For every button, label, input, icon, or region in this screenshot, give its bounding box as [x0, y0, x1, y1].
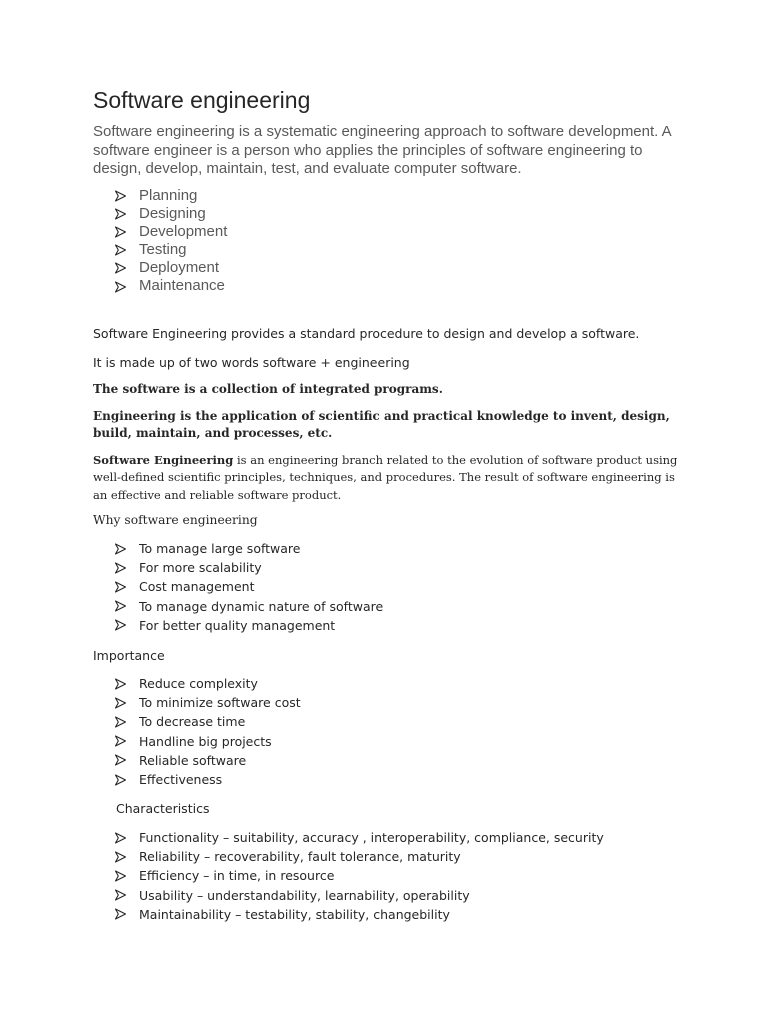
- list-item-text: To manage dynamic nature of software: [139, 598, 384, 614]
- list-item: [115, 205, 227, 223]
- software-engineering-definition-paragraph: [93, 452, 691, 504]
- list-item-text: Handline big projects: [139, 733, 272, 749]
- list-item-text: Usability – understandability, learnability, operability: [139, 887, 470, 903]
- list-item: [115, 223, 227, 241]
- list-item: [115, 277, 227, 295]
- list-item-text: Effectiveness: [139, 772, 223, 788]
- list-item: [115, 241, 227, 259]
- arrowhead-bullet-icon: [115, 582, 126, 593]
- list-item: [115, 539, 383, 558]
- intro-paragraph: Software engineering is a systematic engineering approach to software development. A software engineer is a person who applies the principles of software engineering to design, develop, maintain, test, and evaluate computer software.: [93, 123, 671, 177]
- arrowhead-bullet-icon: [115, 890, 126, 901]
- list-item-text: Cost management: [139, 579, 255, 595]
- arrowhead-bullet-icon: [115, 191, 126, 202]
- list-item-text: Maintainability – testability, stability, changebility: [139, 906, 450, 922]
- list-item-text: To decrease time: [139, 714, 246, 730]
- software-definition-paragraph: The software is a collection of integrated programs.: [93, 382, 443, 396]
- list-item: [115, 616, 383, 635]
- arrowhead-bullet-icon: [115, 736, 126, 747]
- definition-rest: is an engineering branch related to the evolution of software product using well-defined scientific principles, techniques, and procedures. The result of software engineering is an effective and reliable software product.: [93, 453, 678, 502]
- list-item: [115, 558, 383, 577]
- list-item-text: Testing: [139, 241, 187, 259]
- list-item: [115, 847, 604, 866]
- engineering-definition-paragraph: Engineering is the application of scientific and practical knowledge to invent, design, build, maintain, and processes, etc.: [93, 409, 670, 441]
- arrowhead-bullet-icon: [115, 562, 126, 573]
- procedure-paragraph: Software Engineering provides a standard procedure to design and develop a software.: [93, 326, 640, 341]
- importance-list: [115, 674, 301, 789]
- why-heading: Why software engineering: [93, 513, 258, 527]
- list-item-text: For more scalability: [139, 560, 262, 576]
- list-item-text: Development: [139, 223, 228, 241]
- list-item: [115, 259, 227, 277]
- arrowhead-bullet-icon: [115, 227, 126, 238]
- page-title: Software engineering: [93, 87, 311, 113]
- arrowhead-bullet-icon: [115, 851, 126, 862]
- list-item: [115, 732, 301, 751]
- list-item: [115, 674, 301, 693]
- list-item: [115, 712, 301, 731]
- why-list: [115, 539, 383, 635]
- list-item-text: Planning: [139, 187, 198, 204]
- importance-heading: Importance: [93, 648, 165, 663]
- list-item-text: To manage large software: [139, 541, 301, 556]
- arrowhead-bullet-icon: [115, 909, 126, 920]
- arrowhead-bullet-icon: [115, 263, 126, 274]
- list-item-text: Efficiency – in time, in resource: [139, 868, 335, 884]
- list-item: [115, 770, 301, 789]
- definition-lead: Software Engineering: [93, 453, 234, 467]
- list-item-text: Reliable software: [139, 752, 247, 768]
- arrowhead-bullet-icon: [115, 697, 126, 708]
- list-item: [115, 866, 604, 885]
- list-item: [115, 693, 301, 712]
- arrowhead-bullet-icon: [115, 620, 126, 631]
- arrowhead-bullet-icon: [115, 601, 126, 612]
- list-item: [115, 577, 383, 596]
- arrowhead-bullet-icon: [115, 678, 126, 689]
- list-item-text: For better quality management: [139, 617, 336, 633]
- stages-list: [115, 187, 227, 296]
- list-item: [115, 187, 227, 205]
- list-item: [115, 828, 604, 847]
- arrowhead-bullet-icon: [115, 281, 126, 292]
- list-item: [115, 886, 604, 905]
- list-item-text: Reduce complexity: [139, 676, 258, 691]
- list-item-text: Functionality – suitability, accuracy , interoperability, compliance, security: [139, 830, 604, 845]
- arrowhead-bullet-icon: [115, 871, 126, 882]
- arrowhead-bullet-icon: [115, 209, 126, 220]
- list-item: [115, 597, 383, 616]
- list-item-text: To minimize software cost: [139, 695, 301, 711]
- arrowhead-bullet-icon: [115, 774, 126, 785]
- list-item-text: Maintenance: [139, 277, 225, 295]
- arrowhead-bullet-icon: [115, 543, 126, 554]
- list-item: [115, 905, 604, 924]
- list-item-text: Reliability – recoverability, fault tolerance, maturity: [139, 849, 461, 865]
- characteristics-list: [115, 828, 604, 924]
- list-item: [115, 751, 301, 770]
- arrowhead-bullet-icon: [115, 717, 126, 728]
- list-item-text: Deployment: [139, 259, 220, 277]
- two-words-paragraph: It is made up of two words software + engineering: [93, 355, 410, 370]
- characteristics-heading: Characteristics: [116, 801, 210, 816]
- arrowhead-bullet-icon: [115, 245, 126, 256]
- arrowhead-bullet-icon: [115, 832, 126, 843]
- list-item-text: Designing: [139, 205, 206, 223]
- arrowhead-bullet-icon: [115, 755, 126, 766]
